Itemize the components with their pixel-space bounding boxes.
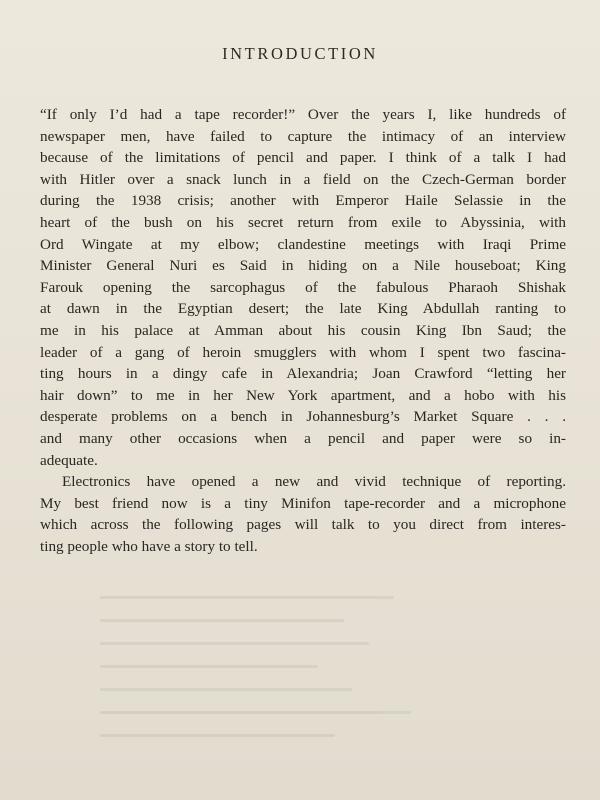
text-line: adequate. xyxy=(40,451,98,469)
show-through-line xyxy=(100,665,318,668)
text-line: with Hitler over a snack lunch in a field on the Czech-German border xyxy=(40,170,566,188)
text-line: Minister General Nuri es Said in hiding on a Nile houseboat; King xyxy=(40,257,566,275)
page-heading: INTRODUCTION xyxy=(222,44,378,63)
show-through-line xyxy=(100,711,411,714)
text-line: newspaper men, have failed to capture the intimacy of an interview xyxy=(40,127,566,145)
text-line: My best friend now is a tiny Minifon tape-recorder and a microphone xyxy=(40,494,566,512)
show-through-text xyxy=(100,596,520,757)
show-through-line xyxy=(100,619,344,622)
text-line: hair down” to me in her New York apartment, and a hobo with his xyxy=(40,386,566,404)
body-text xyxy=(40,104,566,557)
text-line: and many other occasions when a pencil and paper were so in- xyxy=(40,429,566,447)
text-line: heart of the bush on his secret return from exile to Abyssinia, with xyxy=(40,213,566,231)
text-line: because of the limitations of pencil and paper. I think of a talk I had xyxy=(40,149,566,167)
show-through-line xyxy=(100,596,394,599)
text-line: during the 1938 crisis; another with Emperor Haile Selassie in the xyxy=(40,192,566,210)
paragraph-1 xyxy=(40,104,566,471)
text-line: me in his palace at Amman about his cousin King Ibn Saud; the xyxy=(40,321,566,339)
text-line: “If only I’d had a tape recorder!” Over the years I, like hundreds of xyxy=(40,106,566,123)
text-line: desperate problems on a bench in Johannesburg’s Market Square . . . xyxy=(40,408,566,426)
show-through-line xyxy=(100,734,335,737)
show-through-line xyxy=(100,642,369,645)
text-line: Ord Wingate at my elbow; clandestine meetings with Iraqi Prime xyxy=(40,235,566,253)
text-line: leader of a gang of heroin smugglers with whom I spent two fascina- xyxy=(40,343,566,361)
text-line: which across the following pages will talk to you direct from interes- xyxy=(40,516,566,534)
show-through-line xyxy=(100,688,352,691)
paragraph-2 xyxy=(40,471,566,557)
text-line: at dawn in the Egyptian desert; the late King Abdullah ranting to xyxy=(40,300,566,318)
text-line: ting hours in a dingy cafe in Alexandria; Joan Crawford “letting her xyxy=(40,365,566,383)
text-line: Electronics have opened a new and vivid technique of reporting. xyxy=(62,473,566,491)
text-line: Farouk opening the sarcophagus of the fabulous Pharaoh Shishak xyxy=(40,278,566,296)
text-line: ting people who have a story to tell. xyxy=(40,537,258,555)
